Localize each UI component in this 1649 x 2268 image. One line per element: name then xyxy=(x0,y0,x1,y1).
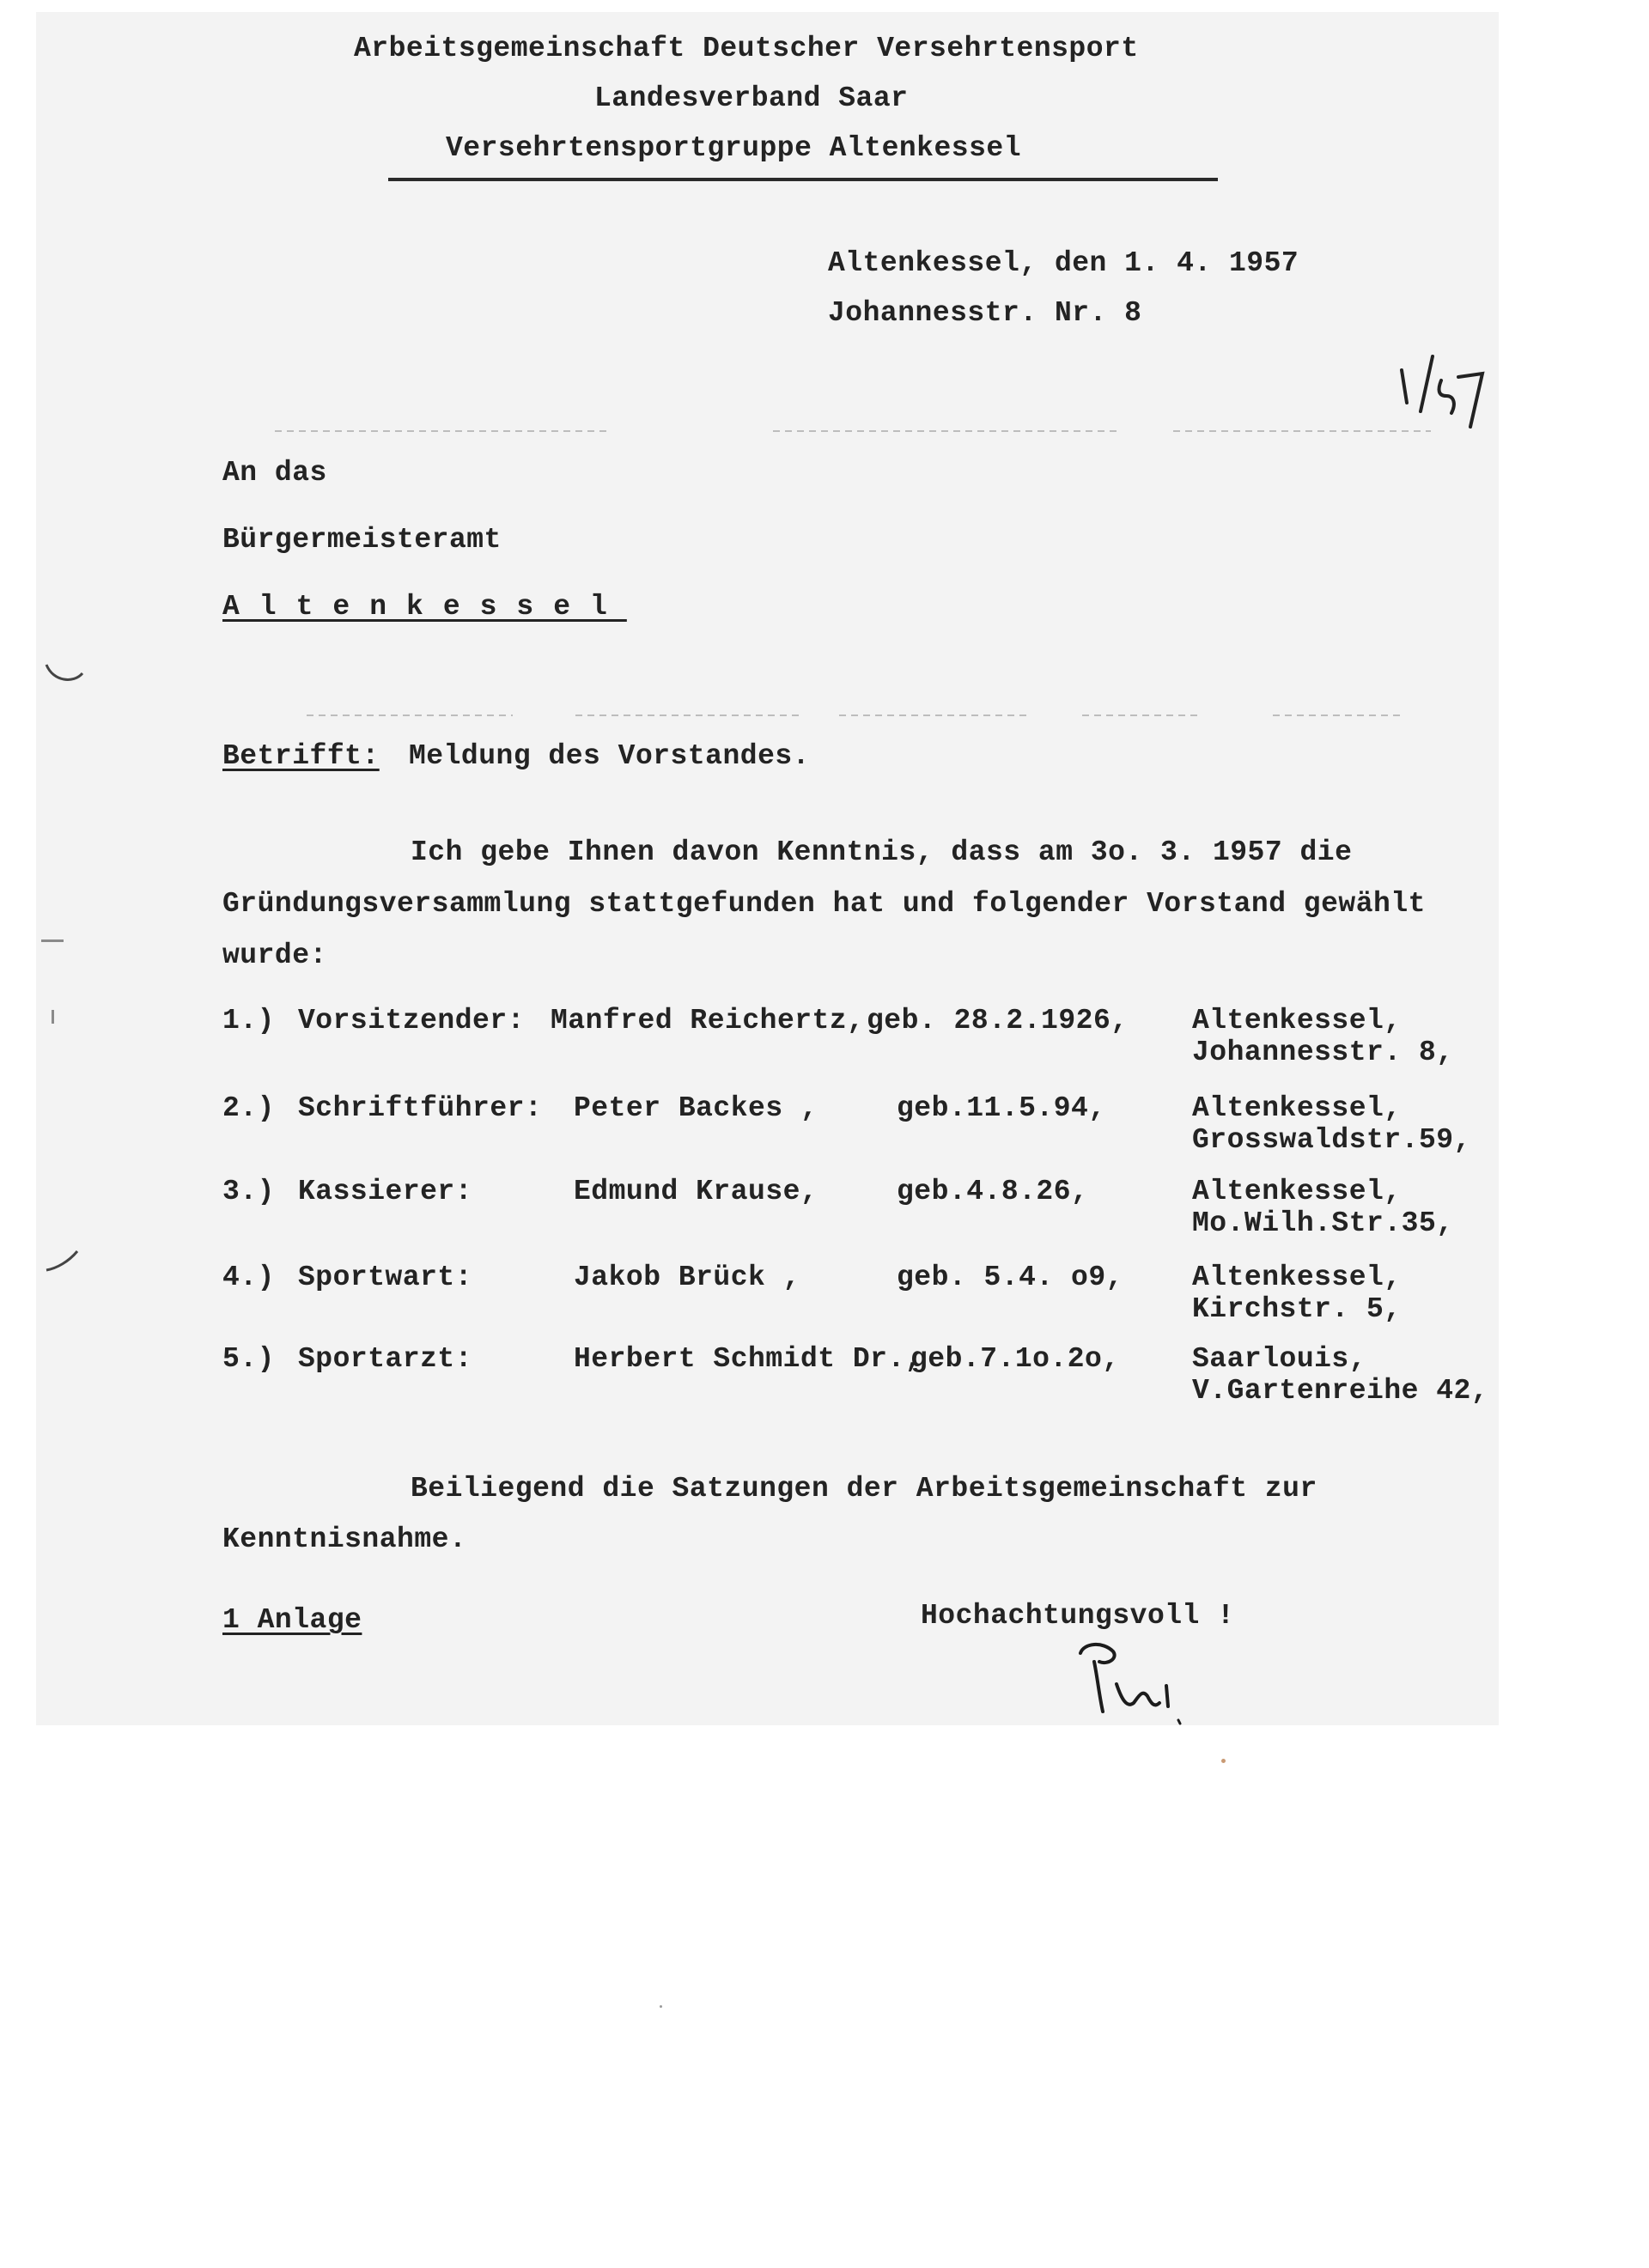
recipient-town: Altenkessel xyxy=(222,591,627,623)
separator-dash xyxy=(275,430,610,432)
sender-address: Johannesstr. Nr. 8 xyxy=(828,297,1142,329)
enclosure-note-continued: Kenntnisnahme. xyxy=(222,1523,467,1555)
body-line-3: wurde: xyxy=(222,939,327,971)
subject-text: Meldung des Vorstandes. xyxy=(409,740,810,772)
punch-hole-mark xyxy=(43,661,86,687)
signature xyxy=(1065,1636,1194,1730)
letterhead-local-group: Versehrtensportgruppe Altenkessel xyxy=(446,132,1022,164)
recipient-line-1: An das xyxy=(222,457,327,489)
scan-mark xyxy=(41,939,64,942)
board-street: Johannesstr. 8, xyxy=(1192,1037,1454,1068)
punch-hole-mark xyxy=(43,1250,86,1275)
board-number: 3.) xyxy=(222,1176,275,1207)
board-birth: geb.11.5.94, xyxy=(897,1092,1106,1124)
separator-dash xyxy=(1173,430,1431,432)
enclosure-note: Beiliegend die Satzungen der Arbeitsgemeinschaft zur xyxy=(411,1473,1317,1505)
letterhead xyxy=(36,12,1499,192)
board-role: Schriftführer: xyxy=(298,1092,543,1124)
separator-dash xyxy=(1273,714,1402,716)
board-name: Peter Backes , xyxy=(574,1092,818,1124)
date-line: Altenkessel, den 1. 4. 1957 xyxy=(828,247,1299,279)
body-line-2: Gründungsversammlung stattgefunden hat und folgender Vorstand gewählt xyxy=(222,888,1426,920)
letterhead-rule xyxy=(388,178,1218,181)
board-number: 5.) xyxy=(222,1343,275,1375)
scan-speck xyxy=(1221,1759,1226,1763)
board-role: Sportwart: xyxy=(298,1262,473,1293)
board-place: Altenkessel, xyxy=(1192,1005,1402,1037)
board-place: Saarlouis, xyxy=(1192,1343,1367,1375)
board-number: 1.) xyxy=(222,1005,275,1037)
board-place: Altenkessel, xyxy=(1192,1176,1402,1207)
board-number: 4.) xyxy=(222,1262,275,1293)
board-street: Mo.Wilh.Str.35, xyxy=(1192,1207,1454,1239)
board-name: Herbert Schmidt Dr., xyxy=(574,1343,923,1375)
body-line-1: Ich gebe Ihnen davon Kenntnis, dass am 3o. 3. 1957 die xyxy=(411,836,1353,868)
board-name: Edmund Krause, xyxy=(574,1176,818,1207)
board-role: Sportarzt: xyxy=(298,1343,473,1375)
separator-dash xyxy=(307,714,513,716)
separator-dash xyxy=(839,714,1028,716)
board-place: Altenkessel, xyxy=(1192,1262,1402,1293)
letterhead-organization: Arbeitsgemeinschaft Deutscher Versehrtensport xyxy=(354,33,1139,64)
separator-dash xyxy=(1082,714,1202,716)
board-name: Manfred Reichertz, xyxy=(551,1005,865,1037)
board-name: Jakob Brück , xyxy=(574,1262,800,1293)
scanned-page xyxy=(36,12,1499,1725)
handwritten-reference-mark xyxy=(1390,351,1486,437)
separator-dash xyxy=(773,430,1117,432)
board-street: V.Gartenreihe 42, xyxy=(1192,1375,1489,1407)
board-birth: geb. 5.4. o9, xyxy=(897,1262,1123,1293)
board-number: 2.) xyxy=(222,1092,275,1124)
board-street: Kirchstr. 5, xyxy=(1192,1293,1402,1325)
board-birth: geb. 28.2.1926, xyxy=(867,1005,1129,1037)
scan-mark xyxy=(52,1010,54,1024)
board-birth: geb.4.8.26, xyxy=(897,1176,1089,1207)
closing-salutation: Hochachtungsvoll ! xyxy=(921,1600,1235,1632)
board-role: Kassierer: xyxy=(298,1176,473,1207)
board-role: Vorsitzender: xyxy=(298,1005,525,1037)
attachment-count: 1 Anlage xyxy=(222,1604,362,1636)
board-place: Altenkessel, xyxy=(1192,1092,1402,1124)
scan-speck xyxy=(660,2005,662,2008)
recipient-line-2: Bürgermeisteramt xyxy=(222,524,502,556)
board-street: Grosswaldstr.59, xyxy=(1192,1124,1471,1156)
separator-dash xyxy=(575,714,799,716)
letterhead-regional-association: Landesverband Saar xyxy=(594,82,909,114)
board-birth: geb.7.1o.2o, xyxy=(910,1343,1120,1375)
subject-label: Betrifft: xyxy=(222,740,380,772)
